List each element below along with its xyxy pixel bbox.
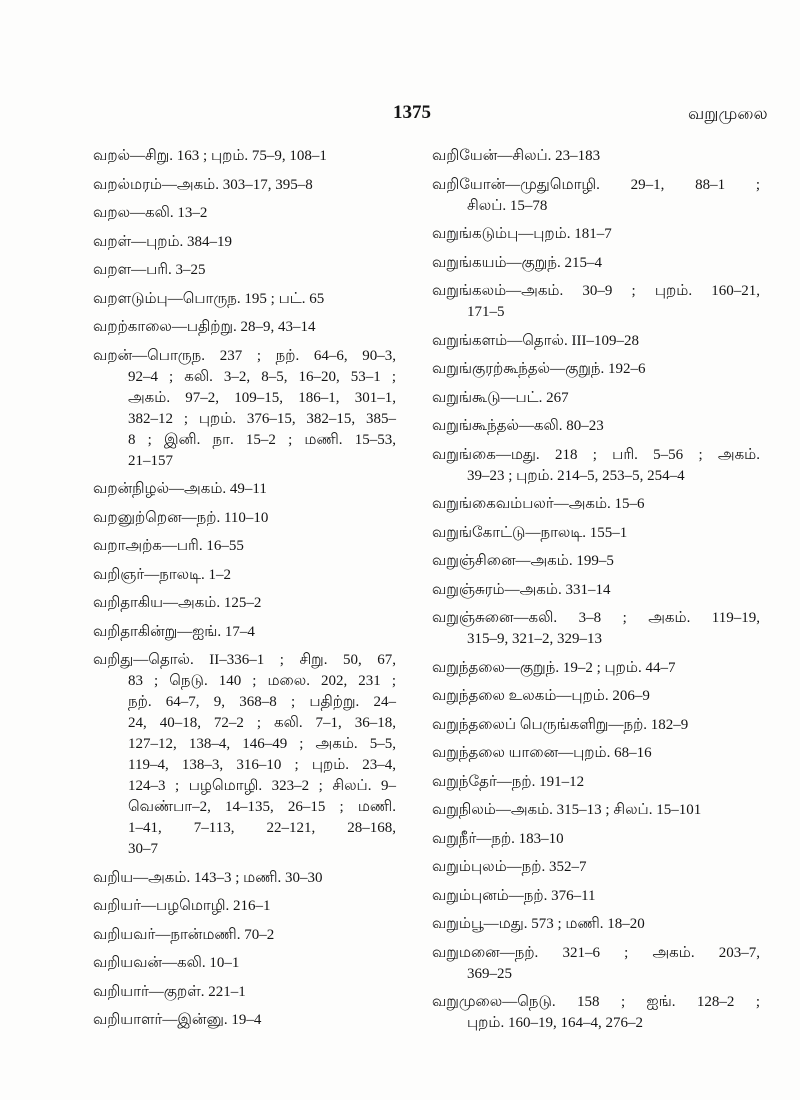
entry-headword-line: வறுங்கூடு—பட். 267 — [432, 389, 569, 406]
entry-headword-line: வறுநிலம்—அகம். 315–13 ; சிலப். 15–101 — [432, 802, 702, 818]
entry-headword-line: வறுங்கூந்தல்—கலி. 80–23 — [432, 418, 604, 434]
entry-headword-line: வறும்பூ—மது. 573 ; மணி. 18–20 — [432, 916, 645, 932]
index-entry — [432, 772, 760, 793]
entry-headword-line: வறியோன்—முதுமொழி. 29–1, 88–1 ; — [432, 176, 760, 193]
entry-continuation-line: சிலப். 15–78 — [467, 197, 548, 214]
index-entry — [93, 896, 396, 917]
index-entry — [93, 479, 396, 500]
entry-continuation-line: நற். 64–7, 9, 368–8 ; பதிற்று. 24– — [128, 694, 396, 710]
entry-headword-line: வறன்நிழல்—அகம். 49–11 — [93, 481, 267, 497]
entry-headword-line: வறுந்தலை யானை—புறம். 68–16 — [432, 745, 652, 761]
index-entry — [93, 868, 396, 889]
index-entry — [432, 943, 760, 985]
index-entry — [93, 289, 396, 310]
index-entry — [432, 416, 760, 437]
entry-headword-line: வறல்—சிறு. 163 ; புறம். 75–9, 108–1 — [93, 148, 327, 164]
index-entry — [432, 551, 760, 572]
entry-headword-line: வறுங்கடும்பு—புறம். 181–7 — [432, 226, 612, 242]
index-entry — [93, 260, 396, 281]
index-entry — [93, 1010, 396, 1031]
index-entry — [432, 886, 760, 907]
entry-headword-line: வறியர்—பழமொழி. 216–1 — [93, 898, 271, 914]
entry-continuation-line: வெண்பா–2, 14–135, 26–15 ; மணி. — [128, 799, 396, 815]
right-column — [432, 146, 760, 1042]
entry-continuation-line: 24, 40–18, 72–2 ; கலி. 7–1, 36–18, — [128, 715, 396, 731]
index-entry — [93, 536, 396, 557]
entry-headword-line: வறுங்கயம்—குறுந். 215–4 — [432, 254, 602, 271]
entry-headword-line: வறள்—புறம். 384–19 — [93, 233, 233, 250]
entry-headword-line: வறுந்தேர்—நற். 191–12 — [432, 773, 585, 790]
index-entry — [432, 580, 760, 601]
entry-headword-line: வறுந்தலை உலகம்—புறம். 206–9 — [432, 688, 650, 704]
entry-headword-line: வறுஞ்சினை—அகம். 199–5 — [432, 553, 614, 569]
entry-headword-line: வறுமுலை—நெடு. 158 ; ஐங். 128–2 ; — [432, 994, 760, 1010]
entry-headword-line: வறியேன்—சிலப். 23–183 — [432, 148, 601, 164]
entry-continuation-line: 83 ; நெடு. 140 ; மலை. 202, 231 ; — [128, 673, 396, 689]
entry-headword-line: வறுந்தலைப் பெருங்களிறு—நற். 182–9 — [432, 716, 689, 733]
index-entry — [432, 743, 760, 764]
index-entry — [432, 608, 760, 650]
index-entry — [432, 253, 760, 274]
entry-headword-line: வறிய—அகம். 143–3 ; மணி. 30–30 — [93, 869, 323, 886]
index-entry — [432, 359, 760, 380]
index-entry — [93, 317, 396, 338]
entry-headword-line: வறுஞ்சுனை—கலி. 3–8 ; அகம். 119–19, — [432, 610, 760, 626]
index-entry — [93, 565, 396, 586]
index-entry — [93, 953, 396, 974]
index-entry — [93, 346, 396, 472]
index-entry — [432, 857, 760, 878]
entry-continuation-line: 30–7 — [128, 841, 158, 857]
entry-headword-line: வறும்புலம்—நற். 352–7 — [432, 859, 587, 875]
index-entry — [432, 658, 760, 679]
entry-continuation-line: 315–9, 321–2, 329–13 — [467, 631, 602, 647]
entry-headword-line: வறியவர்—நான்மணி. 70–2 — [93, 926, 275, 943]
index-entry — [432, 281, 760, 323]
index-entry — [432, 686, 760, 707]
entry-headword-line: வறிஞர்—நாலடி. 1–2 — [93, 566, 232, 583]
index-entry — [93, 146, 396, 167]
index-entry — [432, 388, 760, 409]
index-entry — [432, 715, 760, 736]
entry-continuation-line: அகம். 97–2, 109–15, 186–1, 301–1, — [128, 389, 396, 406]
index-entry — [432, 829, 760, 850]
entry-headword-line: வறன்—பொருந. 237 ; நற். 64–6, 90–3, — [93, 347, 396, 364]
page-header — [0, 0, 800, 140]
entry-headword-line: வறுங்கோட்டு—நாலடி. 155–1 — [432, 524, 628, 541]
index-entry — [93, 593, 396, 614]
index-entry — [432, 224, 760, 245]
index-entry — [93, 982, 396, 1003]
entry-headword-line: வறள—பரி. 3–25 — [93, 262, 206, 278]
index-entry — [432, 445, 760, 487]
entry-continuation-line: 369–25 — [467, 965, 512, 982]
index-entry — [93, 650, 396, 860]
index-entry — [432, 800, 760, 821]
entry-headword-line: வறற்காலை—பதிற்று. 28–9, 43–14 — [93, 319, 316, 335]
entry-continuation-line: புறம். 160–19, 164–4, 276–2 — [467, 1015, 643, 1031]
entry-continuation-line: 1–41, 7–113, 22–121, 28–168, — [128, 820, 396, 836]
entry-continuation-line: 124–3 ; பழமொழி. 323–2 ; சிலப். 9– — [128, 778, 396, 794]
entry-continuation-line: 92–4 ; கலி. 3–2, 8–5, 16–20, 53–1 ; — [128, 368, 396, 385]
guide-word: வறுமுலை — [688, 104, 768, 123]
entry-headword-line: வறல—கலி. 13–2 — [93, 205, 208, 221]
entry-continuation-line: 8 ; இனி. நா. 15–2 ; மணி. 15–53, — [128, 431, 396, 448]
entry-continuation-line: 21–157 — [128, 452, 173, 469]
entry-headword-line: வறியாளர்—இன்னு. 19–4 — [93, 1012, 262, 1028]
index-entry — [432, 331, 760, 352]
entry-headword-line: வறியார்—குறள். 221–1 — [93, 983, 246, 1000]
entry-headword-line: வறுந்தலை—குறுந். 19–2 ; புறம். 44–7 — [432, 659, 676, 676]
index-entry — [93, 232, 396, 253]
entry-headword-line: வறிதாகின்று—ஐங். 17–4 — [93, 623, 255, 640]
index-entry — [93, 622, 396, 643]
entry-continuation-line: 119–4, 138–3, 316–10 ; புறம். 23–4, — [128, 757, 396, 773]
entry-headword-line: வறும்புனம்—நற். 376–11 — [432, 887, 596, 904]
entry-headword-line: வறனுற்றென—நற். 110–10 — [93, 509, 269, 526]
entry-headword-line: வறிது—தொல். II–336–1 ; சிறு. 50, 67, — [93, 652, 396, 668]
index-entry — [93, 203, 396, 224]
entry-headword-line: வறுங்குரற்கூந்தல்—குறுந். 192–6 — [432, 361, 646, 377]
index-entry — [432, 175, 760, 217]
entry-headword-line: வறுங்கைவம்பலர்—அகம். 15–6 — [432, 496, 645, 512]
entry-continuation-line: 39–23 ; புறம். 214–5, 253–5, 254–4 — [467, 467, 685, 484]
entry-headword-line: வறுஞ்சுரம்—அகம். 331–14 — [432, 581, 611, 598]
entry-headword-line: வறுமனை—நற். 321–6 ; அகம். 203–7, — [432, 944, 760, 961]
entry-headword-line: வறுங்கலம்—அகம். 30–9 ; புறம். 160–21, — [432, 283, 760, 299]
index-entry — [93, 175, 396, 196]
index-entry — [432, 523, 760, 544]
index-entry — [432, 494, 760, 515]
entry-headword-line: வறியவன்—கலி. 10–1 — [93, 955, 240, 971]
page-number: 1375 — [393, 102, 431, 123]
left-column — [93, 146, 396, 1039]
entry-headword-line: வறுங்களம்—தொல். III–109–28 — [432, 332, 639, 349]
entry-headword-line: வறுங்கை—மது. 218 ; பரி. 5–56 ; அகம். — [432, 446, 760, 463]
index-entry — [432, 146, 760, 167]
index-entry — [432, 992, 760, 1034]
index-entry — [93, 508, 396, 529]
entry-continuation-line: 382–12 ; புறம். 376–15, 382–15, 385– — [128, 410, 396, 427]
entry-continuation-line: 171–5 — [467, 304, 505, 320]
entry-continuation-line: 127–12, 138–4, 146–49 ; அகம். 5–5, — [128, 736, 396, 752]
entry-headword-line: வறிதாகிய—அகம். 125–2 — [93, 595, 262, 611]
entry-headword-line: வறளடும்பு—பொருந. 195 ; பட். 65 — [93, 290, 325, 307]
index-entry — [432, 914, 760, 935]
entry-headword-line: வறல்மரம்—அகம். 303–17, 395–8 — [93, 176, 313, 193]
index-entry — [93, 925, 396, 946]
entry-headword-line: வறுநீர்—நற். 183–10 — [432, 830, 564, 847]
entry-headword-line: வறாஅற்க—பரி. 16–55 — [93, 538, 244, 554]
